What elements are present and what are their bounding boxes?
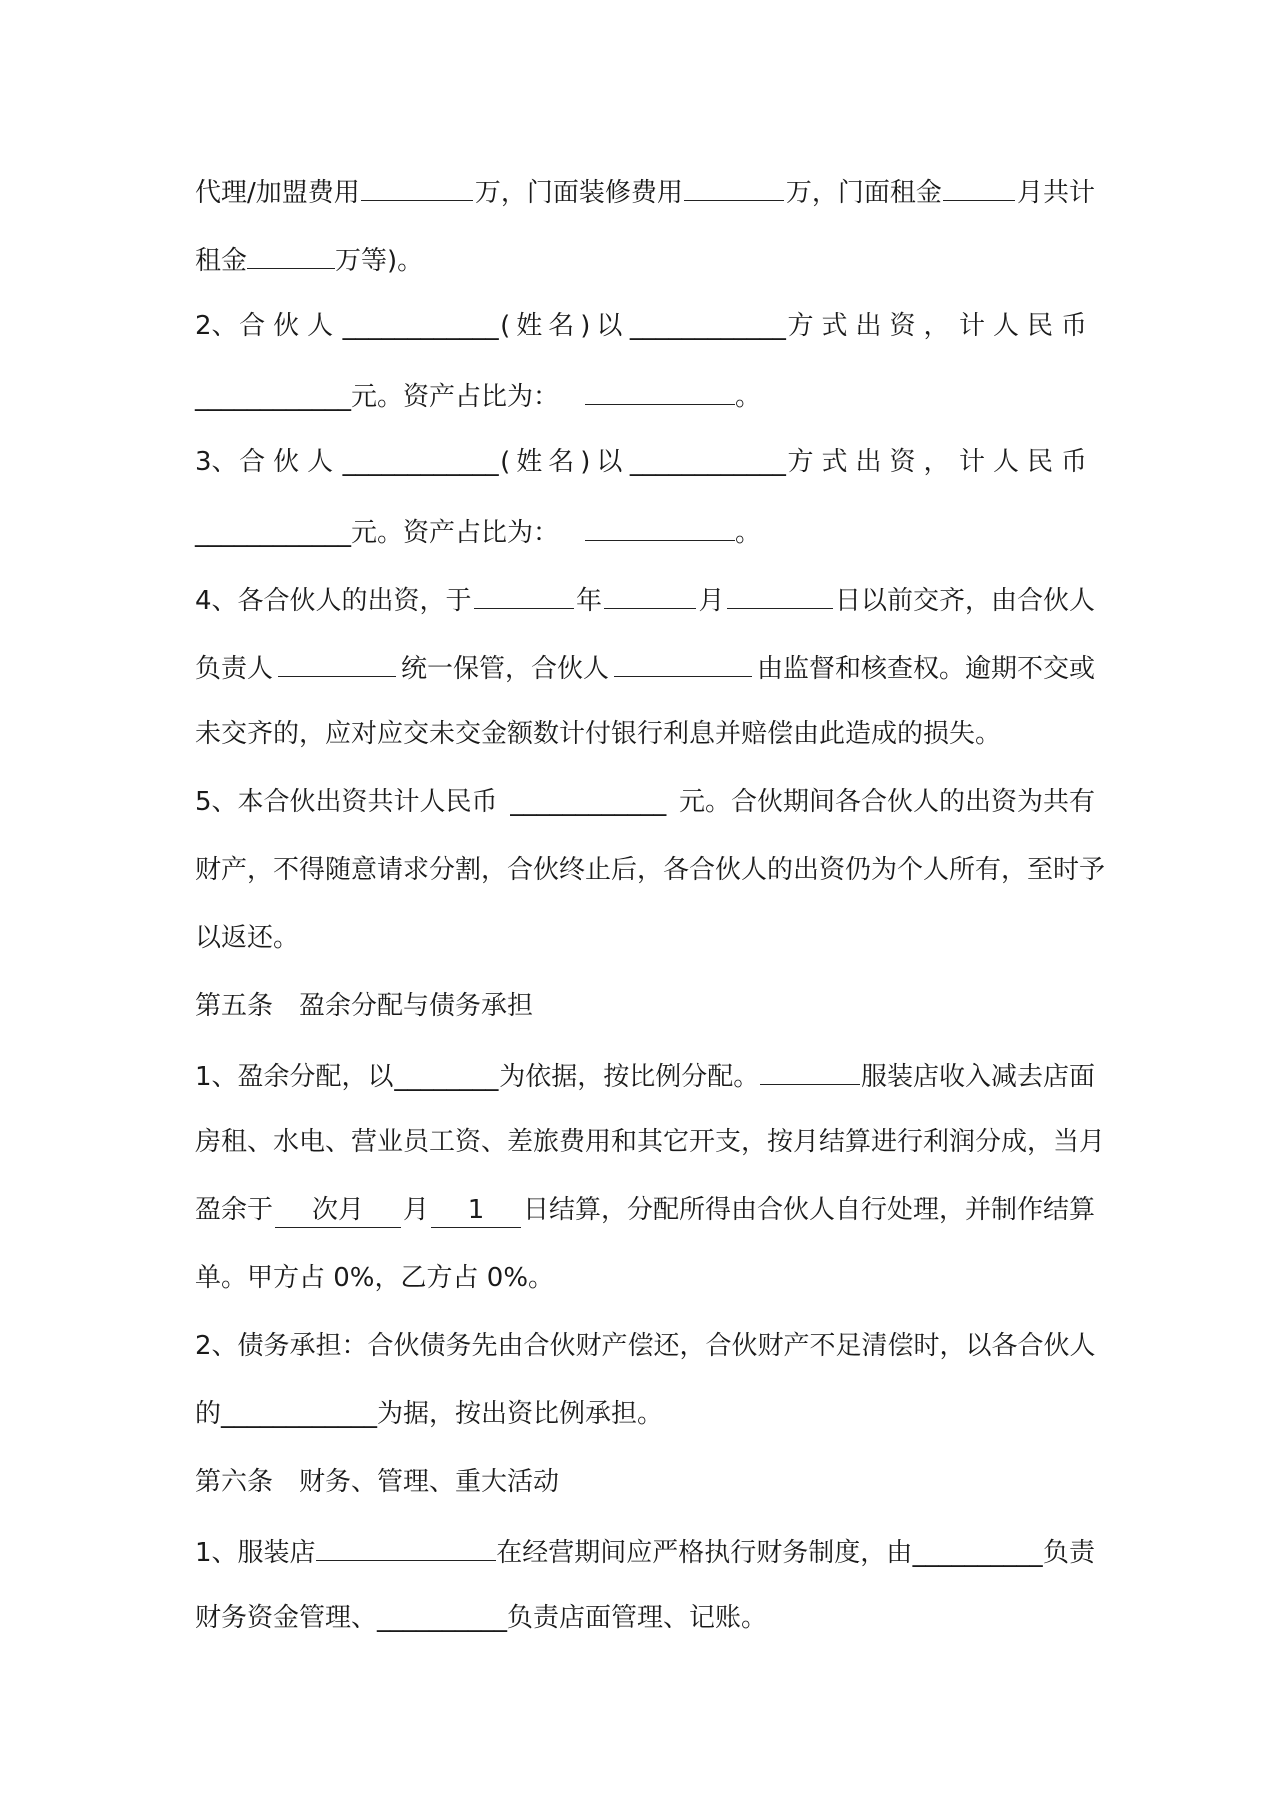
- text-span: 为依据，按比例分配。: [499, 1062, 760, 1092]
- text-span: 合伙人: [239, 447, 342, 477]
- text-span: 以返还。: [195, 923, 300, 953]
- text-line: [195, 442, 1095, 482]
- text-span: 单。甲方占 0%，乙方占 0%。: [195, 1263, 555, 1293]
- text-span: 计人民币: [958, 447, 1095, 477]
- text-span: 房租、水电、营业员工资、差旅费用和其它开支，按月结算进行利润分成，当月: [195, 1127, 1106, 1157]
- article-number: 第六条: [195, 1467, 274, 1497]
- fill-blank: __________: [377, 1603, 508, 1633]
- text-span: 未交齐的，应对应交未交金额数计付银行利息并赔偿由此造成的损失。: [195, 719, 1002, 749]
- text-span: 统一保管，合伙人: [400, 654, 609, 684]
- text-span: 2、债务承担：合伙债务先由合伙财产偿还，合伙财产不足清偿时，以各合伙人: [195, 1331, 1096, 1361]
- text-span: 由监督和核查权。逾期不交或: [756, 654, 1095, 684]
- text-line: [195, 578, 1095, 618]
- text-line: [195, 1054, 1095, 1094]
- text-span: 4、各合伙人的出资，于: [195, 586, 472, 616]
- text-line: [195, 646, 1095, 686]
- filled-blank: 次月: [275, 1193, 401, 1228]
- fill-blank: [316, 1530, 496, 1561]
- text-span: (姓名)以: [500, 447, 629, 477]
- text-line: [195, 1326, 1095, 1366]
- text-span: 月: [402, 1195, 429, 1225]
- text-span: 日结算，分配所得由合伙人自行处理，并制作结算: [522, 1195, 1095, 1225]
- text-line: [195, 1258, 1095, 1298]
- fill-blank: ____________: [342, 447, 499, 477]
- text-span: 万，门面租金: [785, 178, 942, 208]
- text-span: 方式出资，: [787, 311, 958, 341]
- text-line: [195, 918, 1095, 958]
- text-line: [195, 510, 1095, 550]
- text-line: [195, 1598, 1095, 1638]
- text-line: [195, 374, 1095, 414]
- fill-blank: [727, 578, 833, 609]
- text-span: 合伙人: [239, 311, 342, 341]
- text-span: 方式出资，: [787, 447, 958, 477]
- text-span: 1、服装店: [195, 1538, 316, 1568]
- text-span: 的: [195, 1399, 222, 1429]
- text-line: [195, 1394, 1095, 1434]
- text-span: 负责: [1042, 1538, 1095, 1568]
- text-line: [195, 238, 1095, 278]
- fill-blank: ____________: [510, 787, 667, 817]
- text-span: 财务资金管理、: [195, 1603, 378, 1633]
- text-span: (姓名)以: [500, 311, 629, 341]
- text-span: 万等)。: [335, 246, 424, 276]
- text-line: [195, 1122, 1106, 1162]
- text-span: 月共计: [1016, 178, 1095, 208]
- text-span: 在经营期间应严格执行财务制度，由: [496, 1538, 913, 1568]
- text-span: 。: [735, 518, 762, 548]
- text-line: [195, 714, 1095, 754]
- text-span: 盈余于: [195, 1195, 274, 1225]
- text-span: 。: [735, 382, 762, 412]
- text-span: 年: [576, 586, 603, 616]
- fill-blank: ____________: [629, 311, 786, 341]
- fill-blank: [247, 238, 335, 269]
- text-span: 服装店收入减去店面: [860, 1062, 1095, 1092]
- text-span: 日以前交齐，由合伙人: [834, 586, 1095, 616]
- fill-blank: [684, 170, 784, 201]
- text-span: 月: [698, 586, 725, 616]
- text-span: 财产，不得随意请求分割，合伙终止后，各合伙人的出资仍为个人所有，至时予: [195, 855, 1106, 885]
- text-span: 代理/加盟费用: [195, 178, 360, 208]
- fill-blank: [614, 646, 752, 677]
- fill-blank: ____________: [195, 518, 351, 548]
- article-heading: [195, 1462, 1095, 1502]
- text-span: 元。资产占比为：: [351, 518, 560, 548]
- text-line: [195, 306, 1095, 346]
- text-span: 1、盈余分配，以: [195, 1062, 394, 1092]
- text-span: 为据，按出资比例承担。: [377, 1399, 664, 1429]
- fill-blank: [474, 578, 574, 609]
- text-line: [195, 1190, 1095, 1230]
- fill-blank: ____________: [629, 447, 786, 477]
- fill-blank: ____________: [195, 382, 351, 412]
- fill-blank: ____________: [342, 311, 499, 341]
- article-title: 盈余分配与债务承担: [299, 991, 534, 1021]
- text-line: [195, 1530, 1095, 1570]
- text-span: 2、: [195, 311, 238, 341]
- text-line: [195, 170, 1095, 210]
- article-title: 财务、管理、重大活动: [299, 1467, 560, 1497]
- fill-blank: ________: [394, 1062, 499, 1092]
- filled-blank: 1: [431, 1193, 521, 1228]
- text-span: 元。资产占比为：: [351, 382, 560, 412]
- fill-blank: __________: [912, 1538, 1043, 1568]
- fill-blank: [585, 374, 735, 405]
- fill-blank: [604, 578, 696, 609]
- article-number: 第五条: [195, 991, 274, 1021]
- text-span: 负责人: [195, 654, 274, 684]
- text-span: 5、本合伙出资共计人民币: [195, 787, 498, 817]
- text-line: [195, 850, 1106, 890]
- text-span: 负责店面管理、记账。: [507, 1603, 768, 1633]
- text-span: 租金: [195, 246, 248, 276]
- article-heading: [195, 986, 1095, 1026]
- text-span: 计人民币: [958, 311, 1095, 341]
- fill-blank: [361, 170, 473, 201]
- fill-blank: [278, 646, 396, 677]
- fill-blank: [943, 170, 1015, 201]
- fill-blank: ____________: [221, 1399, 378, 1429]
- fill-blank: [585, 510, 735, 541]
- text-span: 元。合伙期间各合伙人的出资为共有: [678, 787, 1095, 817]
- fill-blank: [760, 1054, 860, 1085]
- text-span: 万，门面装修费用: [474, 178, 683, 208]
- text-line: [195, 782, 1095, 822]
- text-span: 3、: [195, 447, 238, 477]
